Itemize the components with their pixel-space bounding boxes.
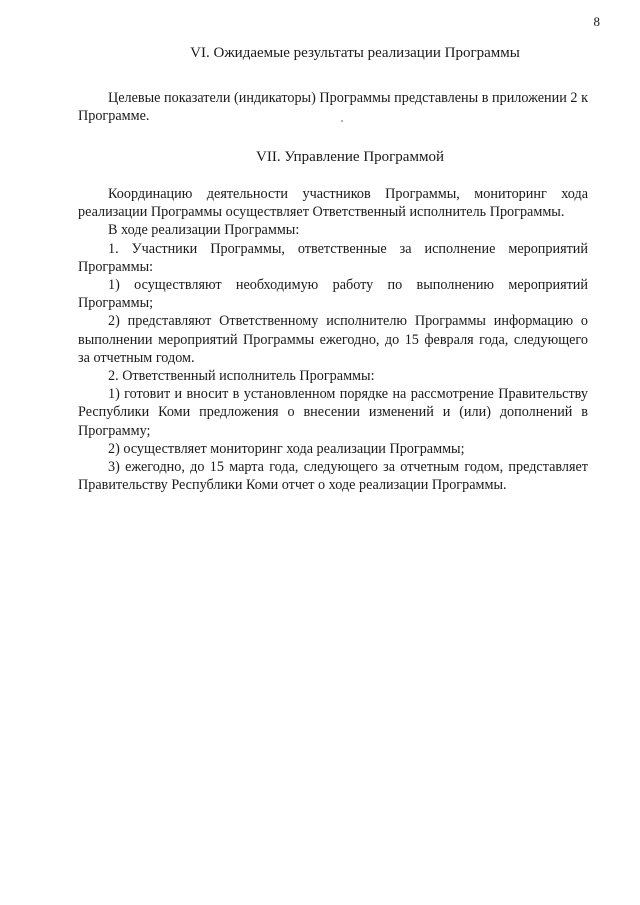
paragraph: В ходе реализации Программы: <box>108 222 300 239</box>
paragraph: 2) осуществляет мониторинг хода реализации Программы; <box>108 440 465 457</box>
paragraph: 3) ежегодно, до 15 марта года, следующего за отчетным годом, представляет Правительству Республики Коми отчет о ходе реализации Программы. <box>78 459 588 494</box>
paragraph: Целевые показатели (индикаторы) Программы представлены в приложении 2 к Программе. <box>78 90 588 125</box>
section-7-heading: VII. Управление Программой <box>256 149 444 165</box>
section-6-heading: VI. Ожидаемые результаты реализации Программы <box>190 45 520 61</box>
paragraph: 1) готовит и вносит в установленном порядке на рассмотрение Правительству Республики Коми предложения о внесении изменений и (или) дополнений в Программу; <box>78 386 588 439</box>
paragraph: 2. Ответственный исполнитель Программы: <box>108 368 375 385</box>
page-number: 8 <box>593 14 600 29</box>
paragraph: 1. Участники Программы, ответственные за исполнение мероприятий Программы: <box>78 240 588 275</box>
section-6-body <box>78 89 588 125</box>
paragraph: 2) представляют Ответственному исполнителю Программы информацию о выполнении мероприятий Программы ежегодно, до 15 февраля года, следующего за отчетным годом. <box>78 313 588 366</box>
scan-artifact <box>341 120 343 122</box>
section-7-body <box>78 185 588 494</box>
paragraph: Координацию деятельности участников Программы, мониторинг хода реализации Программы осуществляет Ответственный исполнитель Программы. <box>78 186 588 221</box>
paragraph: 1) осуществляют необходимую работу по выполнению мероприятий Программы; <box>78 277 588 312</box>
